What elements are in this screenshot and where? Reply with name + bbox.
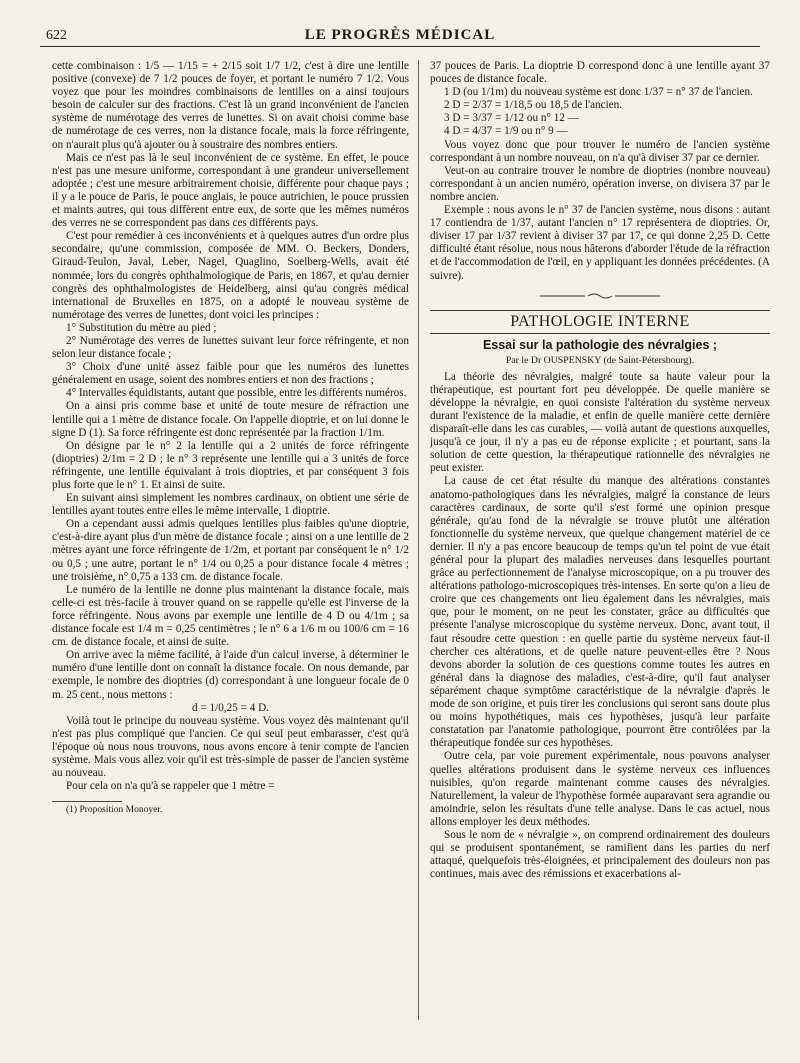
paragraph: La théorie des névralgies, malgré toute sa haute valeur pour la thérapeutique, est pourtant fort peu développée. De quelle manière se développe la névralgie, en quoi consiste l'altération du système nerveux durant l'existence de la maladie, et enfin de quelle manière cette dernière disparaît-elle dans les cas curables, — voilà autant de questions auxquelles, jusqu'à ce jour, il n'y a pas eu de réponse explicite ; et pourtant, sans la solution de cette question, la thérapeutique rationnelle des névralgies ne peut exister. [430, 370, 770, 475]
article-byline: Par le Dr OUSPENSKY (de Saint-Pétersbourg). [505, 354, 695, 366]
right-column [430, 60, 770, 1031]
list-item: 1° Substitution du mètre au pied ; [66, 321, 217, 334]
formula: d = 1/0,25 = 4 D. [192, 701, 269, 714]
paragraph: cette combinaison : 1/5 — 1/15 = + 2/15 soit 1/7 1/2, c'est à dire une lentille positive (convexe) de 7 1/2 pouces de foyer, et portant le numéro 7 1/2. Vous voyez que pour les moindres combinaisons de lentilles on a ainsi toujours besoin de calculer sur des fractions. C'est là un grand inconvénient de l'ancien système de numérotage des verres de lunettes. Si on avait choisi comme base de numérotage de ces verres, non la distance focale, mais la force réfringente, on n'aurait plus qu'à ajouter ou à soustraire des nombres entiers. [52, 60, 409, 151]
paragraph: 37 pouces de Paris. La dioptrie D correspond donc à une lentille ayant 37 pouces de distance focale. [430, 60, 770, 86]
paragraph: C'est pour remédier à ces inconvénients et à quelques autres d'un ordre plus secondaire, qu'une commission, composée de MM. O. Beckers, Donders, Giraud-Teulon, Javal, Leber, Nagel, Quaglino, Soelberg-Wells, avait été nommée, lors du congrès ophthalmologique de Paris, en 1867, et qu'au dernier congrès des ophthalmologistes de Heidelberg, ainsi qu'au congrès médical international de Bruxelles en 1875, on a adopté le nouveau système de numérotage des verres de lunettes, dont voici les principes : [52, 230, 409, 321]
footnote-divider [52, 801, 122, 802]
paragraph: On a ainsi pris comme base et unité de toute mesure de réfraction une lentille qui a 1 mètre de distance focale. On l'appelle dioptrie, et on lui donne le signe D (1). Sa force réfringente est donc représentée par la fraction 1/1m. [52, 400, 409, 439]
list-item: 3° Choix d'une unité assez faible pour que les numéros des lunettes généralement en usage, soient des nombres entiers et non des fractions ; [52, 361, 409, 387]
paragraph: Le numéro de la lentille ne donne plus maintenant la distance focale, mais celle-ci est très-facile à trouver quand on se rappelle qu'elle est l'inverse de la force réfringente. Nous avons par exemple une lentille de 4 D ou 4/1m ; sa distance focale est 1/4 m = 0,25 centimètres ; le n° 6 a 1/6 m ou 100/6 cm = 16 cm. de distance focale, et ainsi de suite. [52, 583, 409, 649]
paragraph: Vous voyez donc que pour trouver le numéro de l'ancien système correspondant à un nombre nouveau, on n'a qu'à diviser 37 par ce dernier. [430, 138, 770, 164]
paragraph: Exemple : nous avons le n° 37 de l'ancien système, nous disons : autant 17 contiendra de 1/37, autant l'ancien n° 17 représentera de dioptries. Or, diviser 17 par 1/37 revient à diviser 37 par 17, ce qui donne 2,25 D. Cette difficulté étant résolue, nous nous hâterons d'aborder l'étude de la réfraction et de l'accommodation de l'œil, en y appliquant les données précédentes. (A suivre). [430, 204, 770, 282]
ornament-divider [430, 291, 770, 304]
equivalence-line: 2 D = 2/37 = 1/18,5 ou 18,5 de l'ancien. [444, 99, 623, 112]
equivalence-line: 4 D = 4/37 = 1/9 ou n° 9 — [444, 125, 568, 138]
paragraph: On arrive avec la même facilité, à l'aide d'un calcul inverse, à déterminer le numéro d'une lentille dont on connaît la distance focale. On nous demande, par exemple, le nombre des dioptries (d) correspondant à une longueur focale de 0 m. 25 cent., nous mettons : [52, 649, 409, 701]
ornament-rule-icon [540, 292, 660, 300]
paragraph: Sous le nom de « névralgie », on comprend ordinairement des douleurs qui se produisent spontanément, se ramifient dans les parties du nerf attaqué, quelquefois très-éloignées, et principalement des douleurs non pas continues, mais avec des rémissions et exacerbations al- [430, 828, 770, 881]
page-header [40, 24, 760, 47]
paragraph: Voilà tout le principe du nouveau système. Vous voyez dès maintenant qu'il n'est pas plus compliqué que l'ancien. Ce qui seul peut embarasser, c'est qu'à l'époque où nous nous trouvons, nous avons encore à tenir compte de l'ancien système. Mais vous allez voir qu'il est très-simple de passer de l'ancien système au nouveau. [52, 714, 409, 780]
paragraph: Pour cela on n'a qu'à se rappeler que 1 mètre = [66, 780, 275, 793]
paragraph: On a cependant aussi admis quelques lentilles plus faibles qu'une dioptrie, c'est-à-dire ayant plus d'un mètre de distance focale ; ainsi on a une lentille de 2 mètres ayant une force réfringente de 1/2m, et portant par conséquent le n° 1/2 ou 0,5 ; une autre, portant le n° 1/4 ou 0,25 a pour distance focale 4 mètres ; une troisième, n° 0,75 a 133 cm. de distance focale. [52, 518, 409, 583]
journal-title: LE PROGRÈS MÉDICAL [304, 27, 496, 43]
paragraph: La cause de cet état résulte du manque des altérations constantes anatomo-pathologiques dans les névralgies, malgré la constance de leurs caractères cardinaux, de sorte qu'il s'est formé une opinion presque générale, qu'au fond de la névralgie se trouve plutôt une altération fonctionnelle du système nerveux, que quelque changement matériel de ce dernier. Il n'y a pas encore beaucoup de temps qu'un tel point de vue était général pour la plupart des maladies nerveuses dans lesquelles pourtant grâce au perfectionnement de l'analyse microscopique, on a pu trouver des altérations pathologo-microscopiques très-intenses. En sorte qu'on a lieu de croire que ces changements ont lieu également dans les névralgies, mais que, pour le moment, on ne peut les constater, grâce au difficultés que présente l'analyse microscopique du système nerveux. Donc, avant tout, il faut résoudre cette question : en quelle partie du système nerveux faut-il chercher ces altérations, et de quelle nature peuvent-elles être ? Nous devons aborder la solution de ces questions comme toutes les autres en général dans la diagnose des maladies, c'est-à-dire, qu'il faut analyser séparément chaque symptôme caractéristique de la névralgie d'après le mode de son origine, et puis tirer les conclusions qui seront sans doute plus ou moins hypothétiques, mais ces hypothèses, jusqu'à leur parfaite constatation par l'anatomie pathologique, pourront être contrôlées par la thérapeutique fondée sur ces hypothèses. [430, 475, 770, 750]
paragraph: Veut-on au contraire trouver le nombre de dioptries (nombre nouveau) correspondant à un ancien numéro, opération inverse, on divisera 37 par le nombre ancien. [430, 164, 770, 203]
paragraph: Mais ce n'est pas là le seul inconvénient de ce système. En effet, le pouce n'est pas une mesure uniforme, correspondant à une grandeur universellement adoptée ; c'est une mesure arbitrairement choisie, différente pour chaque pays ; il y a le pouce de Paris, le pouce anglais, le pouce autrichien, le pouce prussien et maints autres, qui tous diffèrent entre eux, de sorte que les mêmes numéros des verres ne se correspondent pas dans ces différents pays. [52, 151, 409, 230]
left-column [52, 60, 409, 1031]
paragraph: On désigne par le n° 2 la lentille qui a 2 unités de force réfringente (dioptries) 2/1m = 2 D ; le n° 3 représente une lentille qui a 3 unités de force réfringente, une lentille équivalant à trois dioptries, et par conséquent 3 fois plus forte que le n° 1. Et ainsi de suite. [52, 439, 409, 491]
list-item: 4° Intervalles équidistants, autant que possible, entre les différents numéros. [66, 387, 407, 400]
paragraph: 1 D (ou 1/1m) du nouveau système est donc 1/37 = n° 37 de l'ancien. [444, 86, 753, 99]
footnote: (1) Proposition Monoyer. [66, 805, 163, 816]
paragraph: Outre cela, par voie purement expérimentale, nous pouvons analyser quelles altérations produisent dans le système nerveux ces influences nuisibles, qu'on regarde maintenant comme causes des névralgies. Naturellement, la valeur de l'hypothèse formée auparavant sera agrandie ou amoindrie, selon les résultats d'une telle analyse. Dans le cas actuel, nous allons employer les deux méthodes. [430, 750, 770, 828]
page-number: 622 [46, 28, 67, 43]
article-title: Essai sur la pathologie des névralgies ; [482, 337, 718, 352]
column-divider [418, 60, 419, 1020]
equivalence-line: 3 D = 3/37 = 1/12 ou n° 12 — [444, 112, 579, 125]
list-item: 2° Numérotage des verres de lunettes suivant leur force réfringente, et non selon leur distance focale ; [52, 334, 409, 361]
section-title: PATHOLOGIE INTERNE [430, 310, 770, 334]
paragraph: En suivant ainsi simplement les nombres cardinaux, on obtient une série de lentilles ayant toutes entre elles le même intervalle, 1 dioptrie. [52, 492, 409, 518]
